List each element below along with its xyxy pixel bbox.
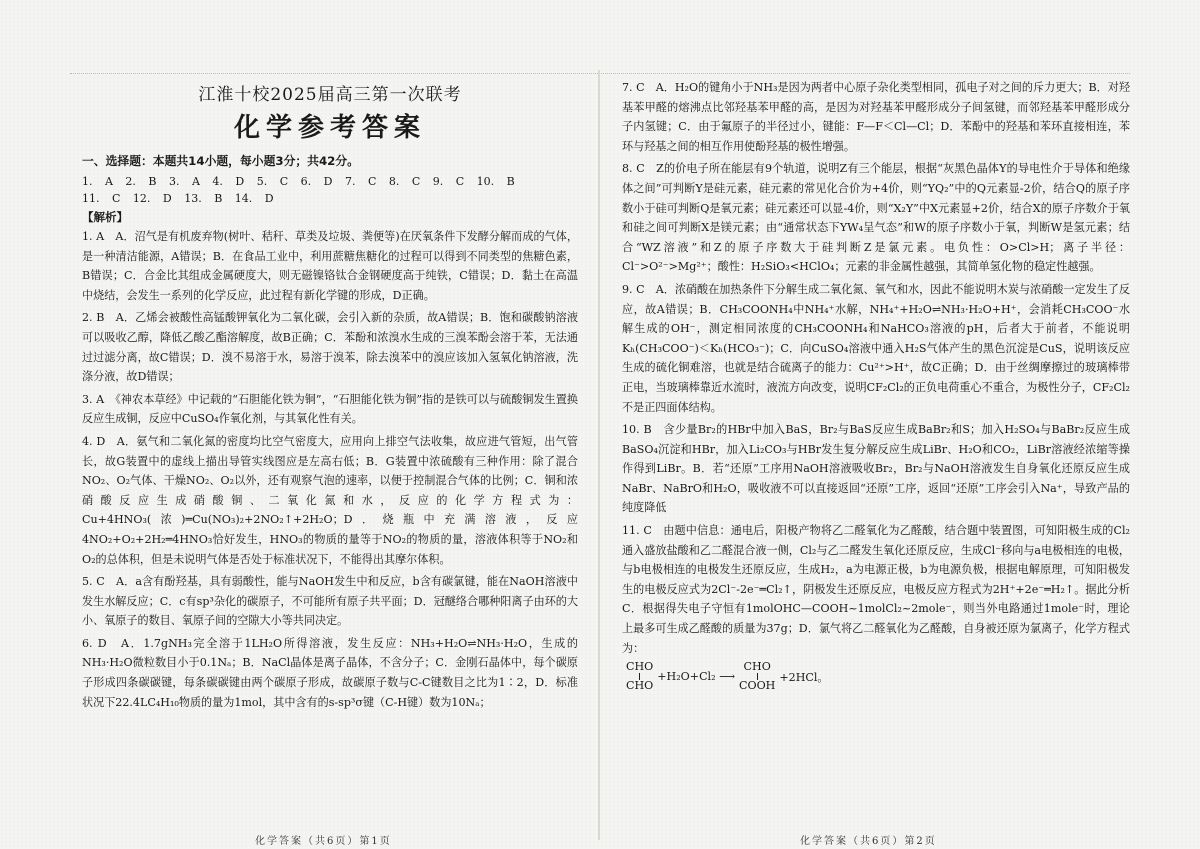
explanation-item: 6. D A．1.7gNH₃完全溶于1LH₂O所得溶液，发生反应：NH₃+H₂O⇌NH₃·H₂O，生成的NH₃·H₂O微粒数目小于0.1Nₐ；B．NaCl晶体是离子晶体，不含分子；C．金刚石晶体中，每个碳原子形成四条碳碳键，每条碳碳键由两个碳原子形成，故碳原子数与C-C键数目之比为1∶2，D．标准状况下22.4LC₄H₁₀物质的量为1mol，其中含有的s-sp³σ键（C-H键）数为10Nₐ； [82,636,578,709]
product-top: CHO [743,660,771,674]
section-heading: 一、选择题：本题共14小题，每小题3分；共42分。 [82,154,359,168]
page-footer-left: 化学答案（共6页）第1页 [255,836,392,847]
explanation-item: 8. C Z的价电子所在能层有9个轨道，说明Z有三个能层，根据“灰黑色晶体Y的导电性介于导体和绝缘体之间”可判断Y是硅元素，硅元素的常见化合价为+4价，则“YQ₂”中的Q元素显-2价，结合Q的原子序数小于硅可判断Q是氧元素；硅元素还可以显-4价，则“X₂Y”中X元素显+2价，结合X的原子序数介于氧和硅之间可判断X是镁元素；由“通常状态下YW₄呈气态”和W的原子序数小于氧，判断W是氢元素；结合“WZ溶液”和Z的原子序数大于硅判断Z是氯元素。电负性：O>Cl>H；离子半径：Cl⁻>O²⁻>Mg²⁺；酸性：H₂SiO₃<HClO₄；元素的非金属性越强，其简单氢化物的稳定性越强。 [622,162,1130,274]
reactant-bottom: CHO [626,679,654,693]
product-bottom: COOH [739,679,776,693]
reaction-equation [622,661,1130,692]
explanation-item: 7. C A．H₂O的键角小于NH₃是因为两者中心原子杂化类型相同，孤电子对之间的斥力更大；B．对羟基苯甲醛的熔沸点比邻羟基苯甲醛的高，是因为对羟基苯甲醛形成分子间氢键，而邻羟基苯甲醛形成分子内氢键；C．由于氟原子的半径过小，键能：F—F＜Cl—Cl；D．苯酚中的羟基和苯环直接相连，苯环与羟基之间的相互作用使酚羟基的极性增强。 [622,81,1130,153]
reaction-tail: +2HCl。 [779,670,829,684]
explanation-item: 9. C A．浓硝酸在加热条件下分解生成二氧化氮、氧气和水，因此不能说明木炭与浓硝酸一定发生了反应，故A错误；B．CH₃COONH₄中NH₄⁺水解，NH₄⁺+H₂O⇌NH₃·H₂O+H⁺，会消耗CH₃COO⁻水解生成的OH⁻，测定相同浓度的CH₃COONH₄和NaHCO₃溶液的pH，后者大于前者，不能说明Kₕ(CH₃COO⁻)＜Kₕ(HCO₃⁻)；C．向CuSO₄溶液中通入H₂S气体产生的黑色沉淀是CuS，说明该反应生成的硫化铜难溶，也就是结合硫离子的能力：Cu²⁺>H⁺，故C正确；D．由于丝绸摩擦过的玻璃棒带正电，当玻璃棒靠近水流时，液流方向改变，说明CF₂Cl₂的正负电荷重心不重合，为极性分子，CF₂Cl₂不是正四面体结构。 [622,282,1130,414]
reaction-middle: +H₂O+Cl₂ ⟶ [657,670,735,684]
exam-title: 江淮十校2025届高三第一次联考 [198,85,462,105]
analysis-label: 【解析】 [82,210,128,224]
product-glyoxylic-acid [739,661,775,692]
page-footer-right: 化学答案（共6页）第2页 [800,836,937,847]
explanation-item: 11. C 由题中信息：通电后，阳极产物将乙二醛氧化为乙醛酸，结合题中装置图，可知阳极生成的Cl₂通入盛放盐酸和乙二醛混合液一侧，Cl₂与乙二醛发生氧化还原反应，生成Cl⁻移向与a电极相连的电极，与b电极相连的电极发生还原反应，生成H₂，a为电源正极，b为电源负极，根据电解原理，可知阳极发生的电极反应式为2Cl⁻-2e⁻═Cl₂↑，阴极发生还原反应，电极反应方程式为2H⁺+2e⁻═H₂↑。据此分析C．根据得失电子守恒有1molOHC—COOH~1molCl₂~2mole⁻，则当外电路通过1mole⁻时，理论上最多可生成乙醛酸的质量为37g；D．氯气将乙二醛氧化为乙醛酸，自身被还原为氯离子，化学方程式为： [622,524,1130,655]
explanation-item: 5. C A．a含有酚羟基，具有弱酸性，能与NaOH发生中和反应，b含有碳氯键，能在NaOH溶液中发生水解反应；C．c有sp³杂化的碳原子，不可能所有原子共平面；D．冠醚络合哪种阳离子由环的大小、氧原子的数目、氧原子间的空隙大小等共同决定。 [82,575,578,628]
answer-row-1: 1. A 2. B 3. A 4. D 5. C 6. D 7. C 8. C 9. C 10. B [82,175,515,188]
explanation-item: 10. B 含少量Br₂的HBr中加入BaS，Br₂与BaS反应生成BaBr₂和S；加入H₂SO₄与BaBr₂反应生成BaSO₄沉淀和HBr，加入Li₂CO₃与HBr发生复分解反应生成LiBr、H₂O和CO₂，LiBr溶液经浓缩等操作得到LiBr。B．若“还原”工序用NaOH溶液吸收Br₂，Br₂与NaOH溶液发生自身氧化还原反应生成NaBr、NaBrO和H₂O，吸收液不可以直接返回“还原”工序，返回“还原”工序会引入Na⁺，导致产品的纯度降低 [622,423,1130,515]
explanation-item: 2. B A．乙烯会被酸性高锰酸钾氧化为二氧化碳，会引入新的杂质，故A错误；B．饱和碳酸钠溶液可以吸收乙醇，降低乙酸乙酯溶解度，故B正确；C．苯酚和浓溴水生成的三溴苯酚会溶于苯，无法通过过滤分离，故C错误；D．溴不易溶于水，易溶于溴苯，除去溴苯中的溴应该加入氢氧化钠溶液，洗涤分液，故D错误； [82,311,578,384]
reactant-top: CHO [626,660,654,674]
answer-title: 化学参考答案 [233,113,426,143]
explanation-item: 4. D A．氨气和二氧化氮的密度均比空气密度大，应用向上排空气法收集，故应进气管短，出气管长，故G装置中的虚线上描出导管实线图应是左高右低；B．G装置中浓硫酸有三种作用：除了混合NO₂、O₂气体、干燥NO₂、O₂以外，还有观察气泡的速率，以便于控制混合气体的比例；C．铜和浓硝酸反应生成硝酸铜、二氧化氮和水，反应的化学方程式为：Cu+4HNO₃(浓)═Cu(NO₃)₂+2NO₂↑+2H₂O；D．烧瓶中充满溶液，反应4NO₂+O₂+2H₂═4HNO₃恰好发生，HNO₃的物质的量等于NO₂的物质的量，溶液体积等于NO₂和O₂的总体积，但是未说明气体是否处于标准状况下，不能得出其摩尔体积。 [82,434,578,566]
reactant-glyoxal [626,661,653,692]
answer-row-2: 11. C 12. D 13. B 14. D [82,192,274,205]
explanation-item: 1. A A．沼气是有机废弃物(树叶、秸秆、草类及垃圾、粪便等)在厌氧条件下发酵分解而成的气体，是一种清洁能源，A错误；B．在食品工业中，利用蔗糖焦糖化的过程可以得到不同类型的焦糖色素，B错误；C．合金比其组成金属硬度大，则无磁镍铬钛合金钢硬度高于纯铁，C错误；D．黏土在高温中烧结，会发生一系列的化学反应，此过程有新化学键的形成，D正确。 [82,230,578,302]
page-right [600,0,1200,849]
explanation-item: 3. A 《神农本草经》中记载的“石胆能化铁为铜”，“石胆能化铁为铜”指的是铁可以与硫酸铜发生置换反应生成铜，反应中CuSO₄作氧化剂，与其氧化性有关。 [82,392,578,426]
